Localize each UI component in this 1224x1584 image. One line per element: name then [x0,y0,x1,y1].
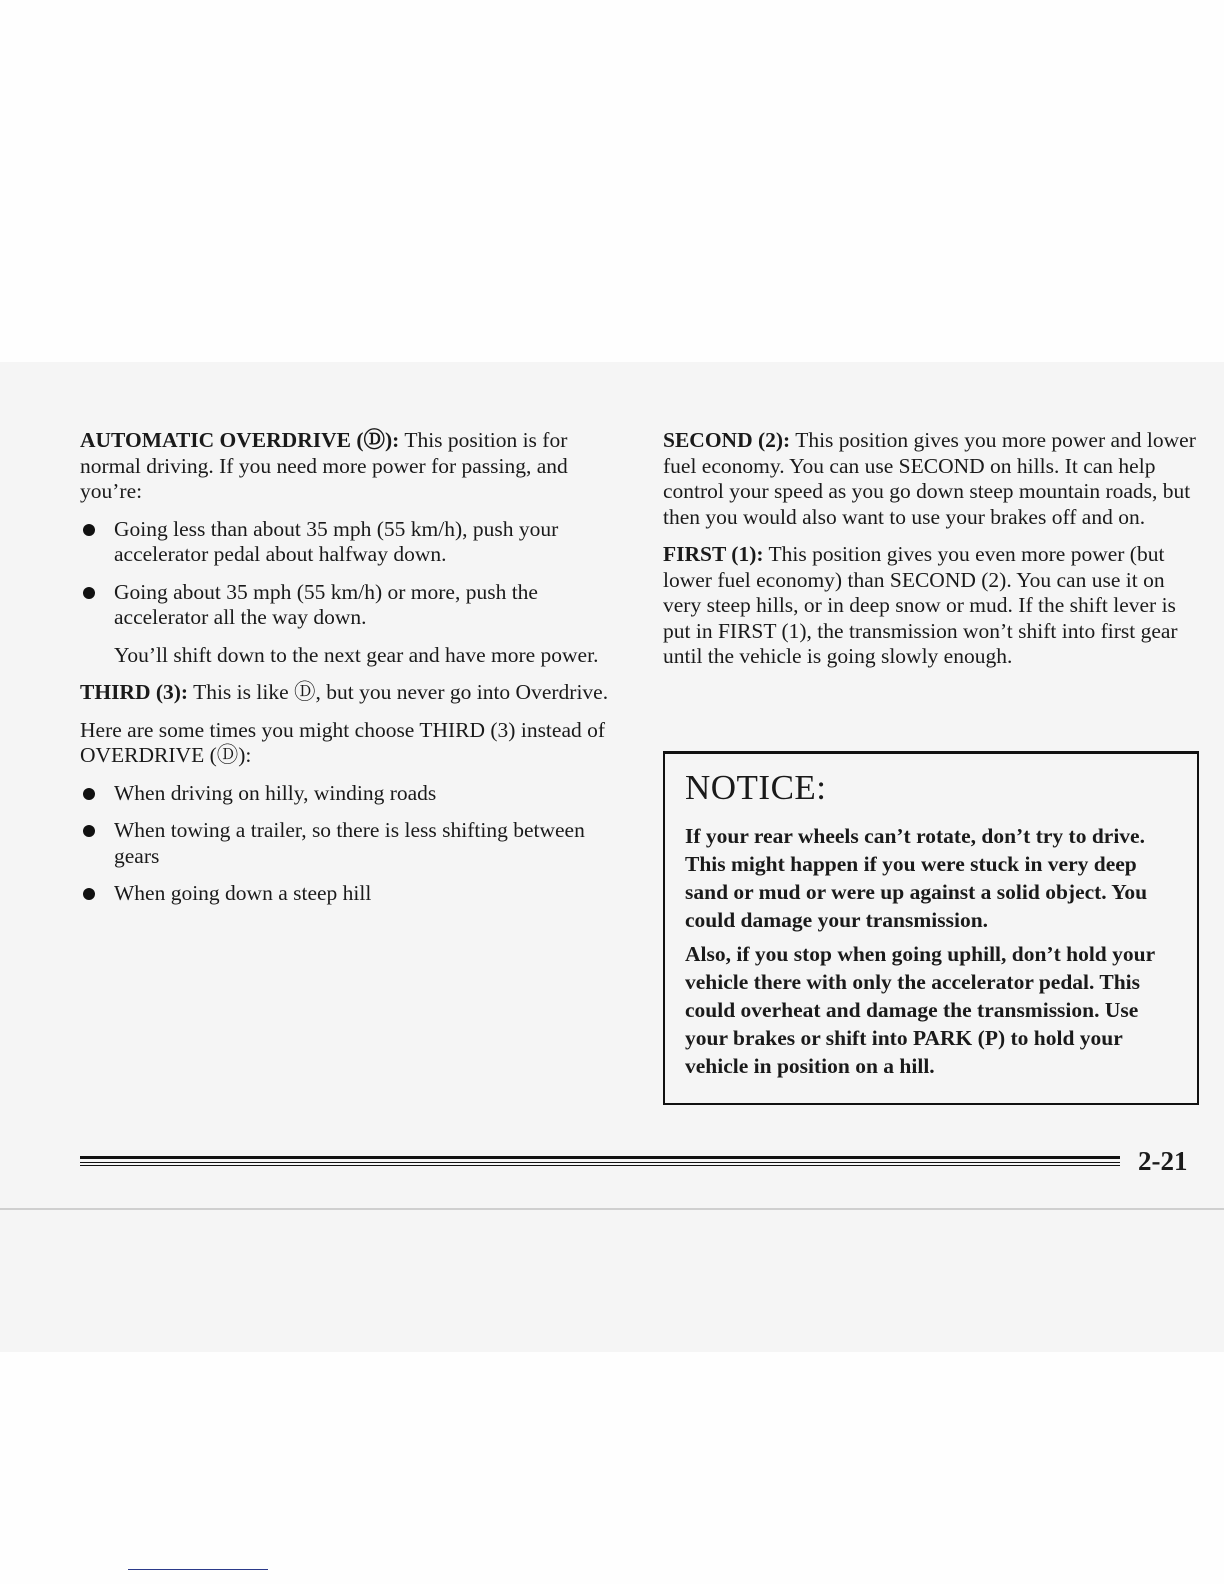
notice-paragraph-2: Also, if you stop when going uphill, don’t hold your vehicle there with only the accelerator pedal. This could overheat and damage the transmission. Use your brakes or shift into PARK (P) to hold your vehicle in position on a hill. [685,942,1155,1078]
third-paragraph [80,680,625,706]
stray-scan-mark [128,1569,268,1570]
left-column [80,428,625,919]
page-edge-line [0,1208,1224,1210]
acceleration-bullet-list [80,517,625,631]
third-term: THIRD (3): [80,680,189,704]
list-item [80,580,625,631]
bullet-icon [83,825,95,837]
first-text: This position gives you even more power (but lower fuel economy) than SECOND (2). You can use it on very steep hills, or in deep snow or mud. If the shift lever is put in FIRST (1), the transmission won’t shift into first gear until the vehicle is going slowly enough. [663,542,1178,668]
third-text: This is like Ⓓ, but you never go into Overdrive. [188,680,609,704]
bullet-text: Going about 35 mph (55 km/h) or more, push the accelerator all the way down. [114,579,538,629]
bullet-icon [83,524,95,536]
page-number: 2-21 [1138,1146,1188,1176]
overdrive-paragraph [80,428,625,505]
bullet-text: When driving on hilly, winding roads [114,780,437,805]
third-uses-bullet-list [80,781,625,907]
list-item [80,517,625,568]
first-paragraph [663,542,1198,670]
shift-note: You’ll shift down to the next gear and have more power. [114,642,599,667]
bullet-icon [83,788,95,800]
list-item [80,781,625,807]
notice-paragraph-1: If your rear wheels can’t rotate, don’t try to drive. This might happen if you were stuck in very deep sand or mud or were up against a solid object. You could damage your transmission. [685,824,1148,932]
bullet-icon [83,888,95,900]
list-item [80,818,625,869]
choose-third-paragraph: Here are some times you might choose THIRD (3) instead of OVERDRIVE (Ⓓ): [80,717,606,767]
right-column [663,428,1198,682]
first-term: FIRST (1): [663,542,764,566]
second-paragraph [663,428,1198,530]
bullet-icon [83,587,95,599]
second-term: SECOND (2): [663,428,791,452]
bullet-text: When going down a steep hill [114,881,372,905]
footer-rule-thin [80,1162,1120,1163]
bullet-text: Going less than about 35 mph (55 km/h), push your accelerator pedal about halfway down. [114,516,559,566]
notice-box [663,751,1199,1105]
bullet-text: When towing a trailer, so there is less shifting between gears [114,818,585,868]
footer-rule-thick [80,1156,1120,1159]
second-text: This position gives you more power and lower fuel economy. You can use SECOND on hills. It can help control your speed as you go down steep mountain roads, but then you would also want to use your brakes off and on. [663,428,1196,529]
overdrive-text: This position is for normal driving. If you need more power for passing, and you’re: [80,428,568,503]
list-item [80,881,625,907]
overdrive-term: AUTOMATIC OVERDRIVE (Ⓓ): [80,428,400,452]
notice-title: NOTICE: [685,768,827,807]
footer-rule-thin [80,1165,1120,1166]
